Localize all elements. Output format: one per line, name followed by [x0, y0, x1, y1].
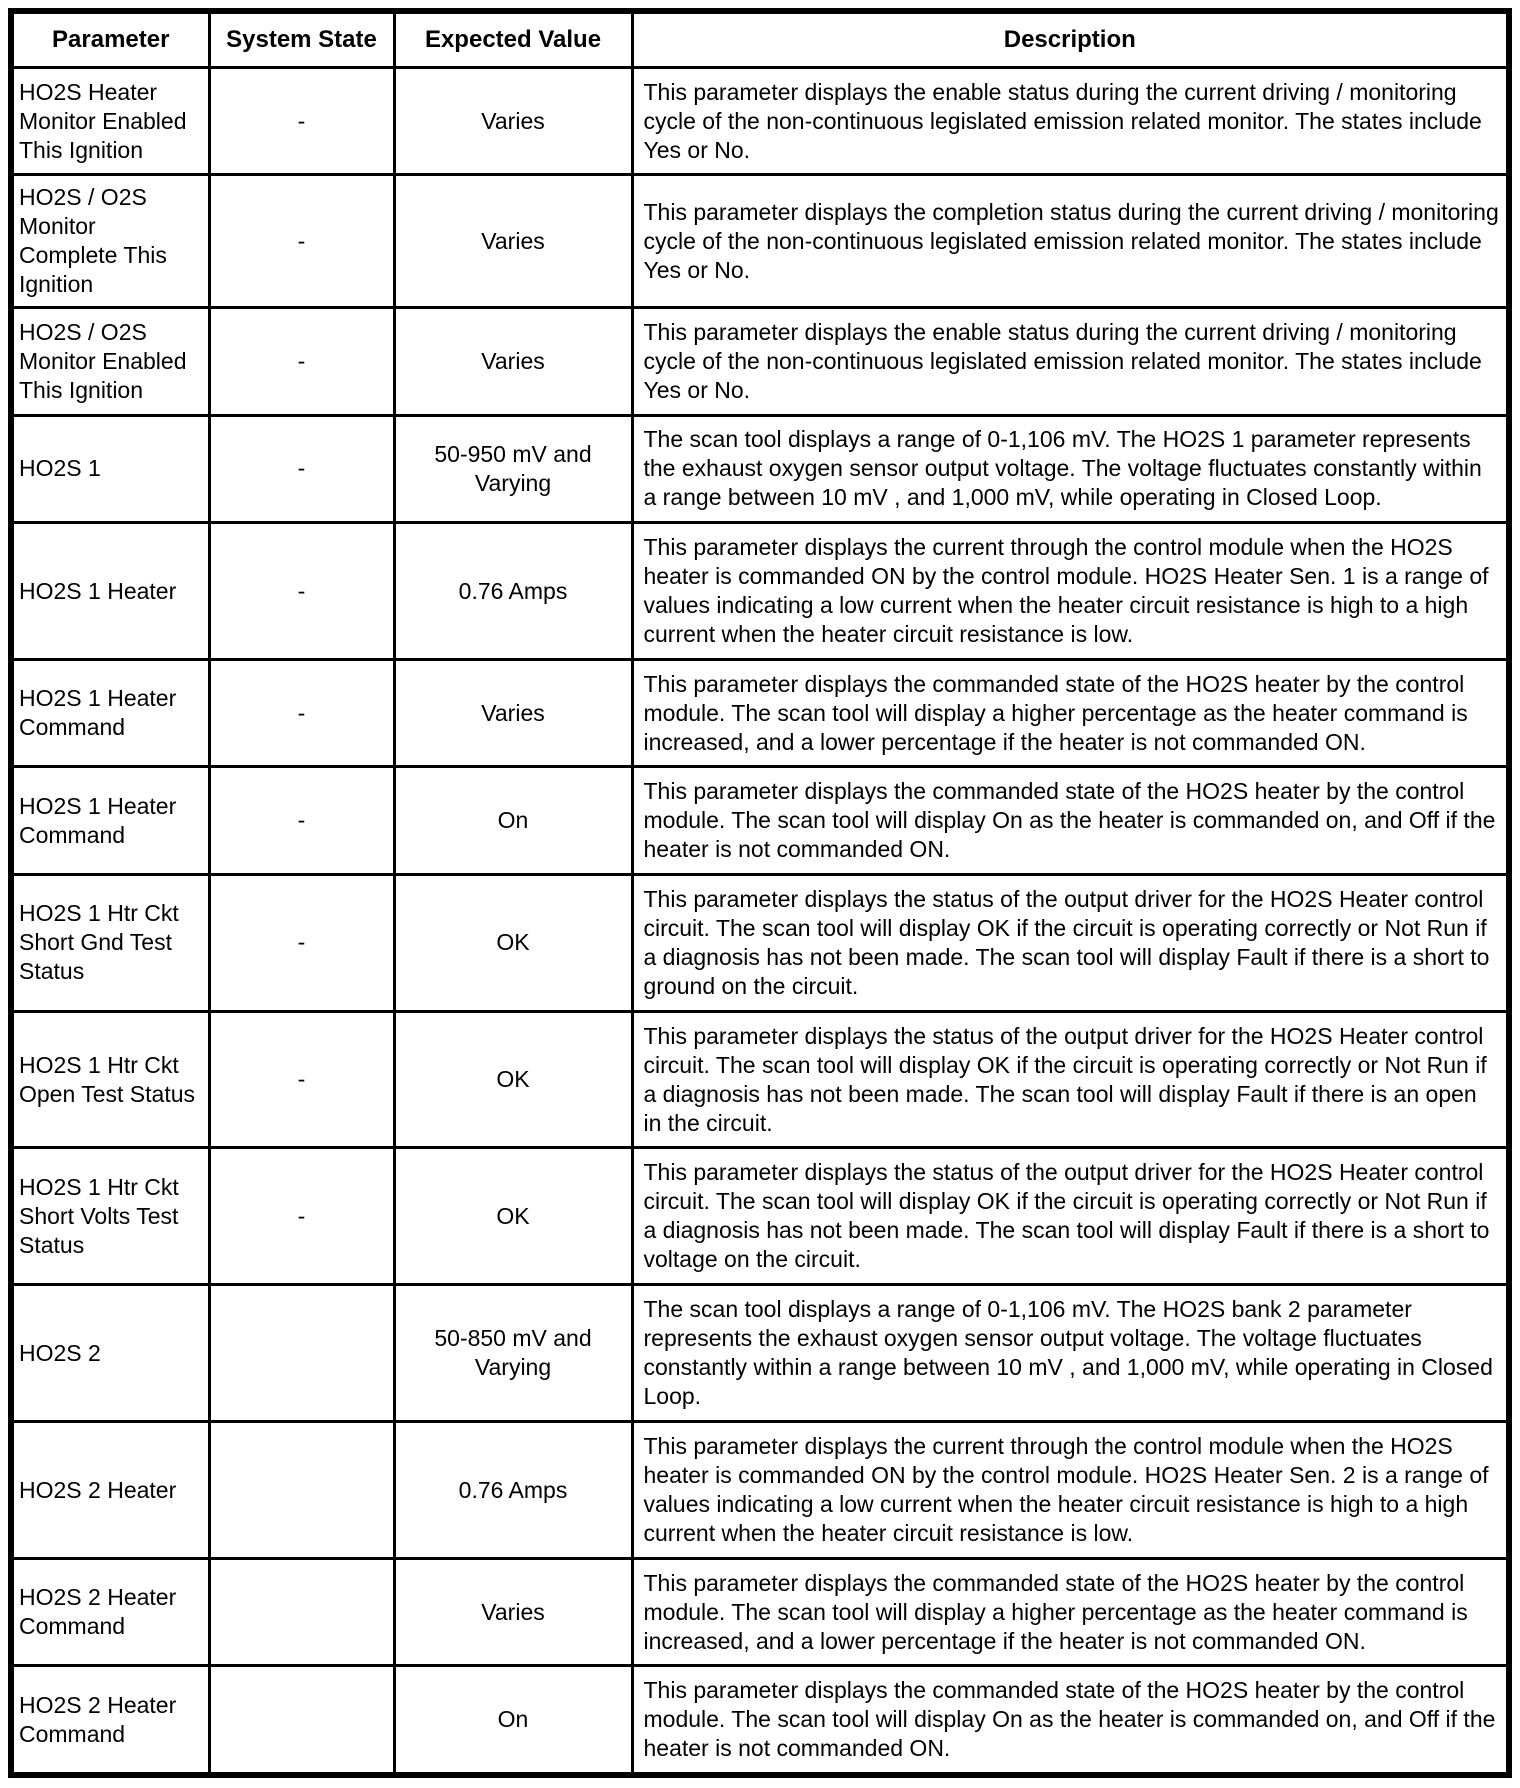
table-row	[11, 175, 1509, 308]
description-cell: This parameter displays the status of the output driver for the HO2S Heater control circuit. The scan tool will display OK if the circuit is operating correctly or Not Run if a diagnosis has not been made. The scan tool will display Fault if there is a short to ground on the circuit.	[632, 874, 1509, 1011]
description-cell: This parameter displays the completion status during the current driving / monitoring cycle of the non-continuous legislated emission related monitor. The states include Yes or No.	[632, 175, 1509, 308]
table-row	[11, 1148, 1509, 1285]
parameter-cell: HO2S 2 Heater	[11, 1422, 209, 1559]
expected-value-cell: 0.76 Amps	[394, 523, 632, 660]
expected-value-cell: Varies	[394, 308, 632, 415]
expected-value-cell: 50-850 mV and Varying	[394, 1285, 632, 1422]
header-expected-value: Expected Value	[394, 11, 632, 68]
table-row	[11, 68, 1509, 175]
parameter-cell: HO2S Heater Monitor Enabled This Ignition	[11, 68, 209, 175]
parameter-cell: HO2S 2	[11, 1285, 209, 1422]
description-cell: This parameter displays the current through the control module when the HO2S heater is commanded ON by the control module. HO2S Heater Sen. 2 is a range of values indicating a low current when the heater circuit resistance is high to a high current when the heater circuit resistance is low.	[632, 1422, 1509, 1559]
description-cell: The scan tool displays a range of 0-1,106 mV. The HO2S 1 parameter represents the exhaust oxygen sensor output voltage. The voltage fluctuates constantly within a range between 10 mV , and 1,000 mV, while operating in Closed Loop.	[632, 415, 1509, 522]
expected-value-cell: OK	[394, 1148, 632, 1285]
expected-value-cell: Varies	[394, 659, 632, 766]
table-row	[11, 1558, 1509, 1665]
system-state-cell: -	[209, 308, 394, 415]
table-row	[11, 767, 1509, 874]
expected-value-cell: Varies	[394, 68, 632, 175]
description-cell: This parameter displays the commanded state of the HO2S heater by the control module. The scan tool will display On as the heater is commanded on, and Off if the heater is not commanded ON.	[632, 767, 1509, 874]
parameter-cell: HO2S 1 Htr Ckt Open Test Status	[11, 1011, 209, 1148]
system-state-cell	[209, 1558, 394, 1665]
system-state-cell	[209, 1285, 394, 1422]
parameter-cell: HO2S 1 Htr Ckt Short Gnd Test Status	[11, 874, 209, 1011]
table-row	[11, 874, 1509, 1011]
header-description: Description	[632, 11, 1509, 68]
header-row	[11, 11, 1509, 68]
parameter-cell: HO2S 2 Heater Command	[11, 1558, 209, 1665]
description-cell: This parameter displays the commanded state of the HO2S heater by the control module. The scan tool will display a higher percentage as the heater command is increased, and a lower percentage if the heater is not commanded ON.	[632, 659, 1509, 766]
parameter-cell: HO2S 1 Heater Command	[11, 767, 209, 874]
parameter-cell: HO2S 1 Htr Ckt Short Volts Test Status	[11, 1148, 209, 1285]
description-cell: This parameter displays the commanded state of the HO2S heater by the control module. The scan tool will display a higher percentage as the heater command is increased, and a lower percentage if the heater is not commanded ON.	[632, 1558, 1509, 1665]
table-row	[11, 415, 1509, 522]
table-row	[11, 1666, 1509, 1775]
system-state-cell: -	[209, 767, 394, 874]
table-row	[11, 1422, 1509, 1559]
parameter-cell: HO2S 1 Heater Command	[11, 659, 209, 766]
system-state-cell: -	[209, 874, 394, 1011]
table-row	[11, 1285, 1509, 1422]
expected-value-cell: On	[394, 1666, 632, 1775]
system-state-cell: -	[209, 1148, 394, 1285]
description-cell: This parameter displays the enable status during the current driving / monitoring cycle of the non-continuous legislated emission related monitor. The states include Yes or No.	[632, 308, 1509, 415]
expected-value-cell: 0.76 Amps	[394, 1422, 632, 1559]
parameter-cell: HO2S 2 Heater Command	[11, 1666, 209, 1775]
expected-value-cell: OK	[394, 874, 632, 1011]
system-state-cell: -	[209, 415, 394, 522]
description-cell: This parameter displays the status of the output driver for the HO2S Heater control circuit. The scan tool will display OK if the circuit is operating correctly or Not Run if a diagnosis has not been made. The scan tool will display Fault if there is an open in the circuit.	[632, 1011, 1509, 1148]
description-cell: The scan tool displays a range of 0-1,106 mV. The HO2S bank 2 parameter represents the exhaust oxygen sensor output voltage. The voltage fluctuates constantly within a range between 10 mV , and 1,000 mV, while operating in Closed Loop.	[632, 1285, 1509, 1422]
system-state-cell: -	[209, 659, 394, 766]
expected-value-cell: 50-950 mV and Varying	[394, 415, 632, 522]
system-state-cell: -	[209, 175, 394, 308]
description-cell: This parameter displays the commanded state of the HO2S heater by the control module. The scan tool will display On as the heater is commanded on, and Off if the heater is not commanded ON.	[632, 1666, 1509, 1775]
table-row	[11, 308, 1509, 415]
parameter-cell: HO2S 1 Heater	[11, 523, 209, 660]
expected-value-cell: Varies	[394, 1558, 632, 1665]
header-system-state: System State	[209, 11, 394, 68]
system-state-cell: -	[209, 523, 394, 660]
system-state-cell: -	[209, 68, 394, 175]
parameter-spec-table	[8, 8, 1512, 1778]
expected-value-cell: OK	[394, 1011, 632, 1148]
expected-value-cell: Varies	[394, 175, 632, 308]
header-parameter: Parameter	[11, 11, 209, 68]
system-state-cell: -	[209, 1011, 394, 1148]
parameter-cell: HO2S / O2S Monitor Enabled This Ignition	[11, 308, 209, 415]
parameter-cell: HO2S 1	[11, 415, 209, 522]
system-state-cell	[209, 1666, 394, 1775]
description-cell: This parameter displays the current through the control module when the HO2S heater is commanded ON by the control module. HO2S Heater Sen. 1 is a range of values indicating a low current when the heater circuit resistance is high to a high current when the heater circuit resistance is low.	[632, 523, 1509, 660]
parameter-cell: HO2S / O2S Monitor Complete This Ignition	[11, 175, 209, 308]
description-cell: This parameter displays the enable status during the current driving / monitoring cycle of the non-continuous legislated emission related monitor. The states include Yes or No.	[632, 68, 1509, 175]
expected-value-cell: On	[394, 767, 632, 874]
table-row	[11, 659, 1509, 766]
table-row	[11, 1011, 1509, 1148]
table-row	[11, 523, 1509, 660]
system-state-cell	[209, 1422, 394, 1559]
description-cell: This parameter displays the status of the output driver for the HO2S Heater control circuit. The scan tool will display OK if the circuit is operating correctly or Not Run if a diagnosis has not been made. The scan tool will display Fault if there is a short to voltage on the circuit.	[632, 1148, 1509, 1285]
